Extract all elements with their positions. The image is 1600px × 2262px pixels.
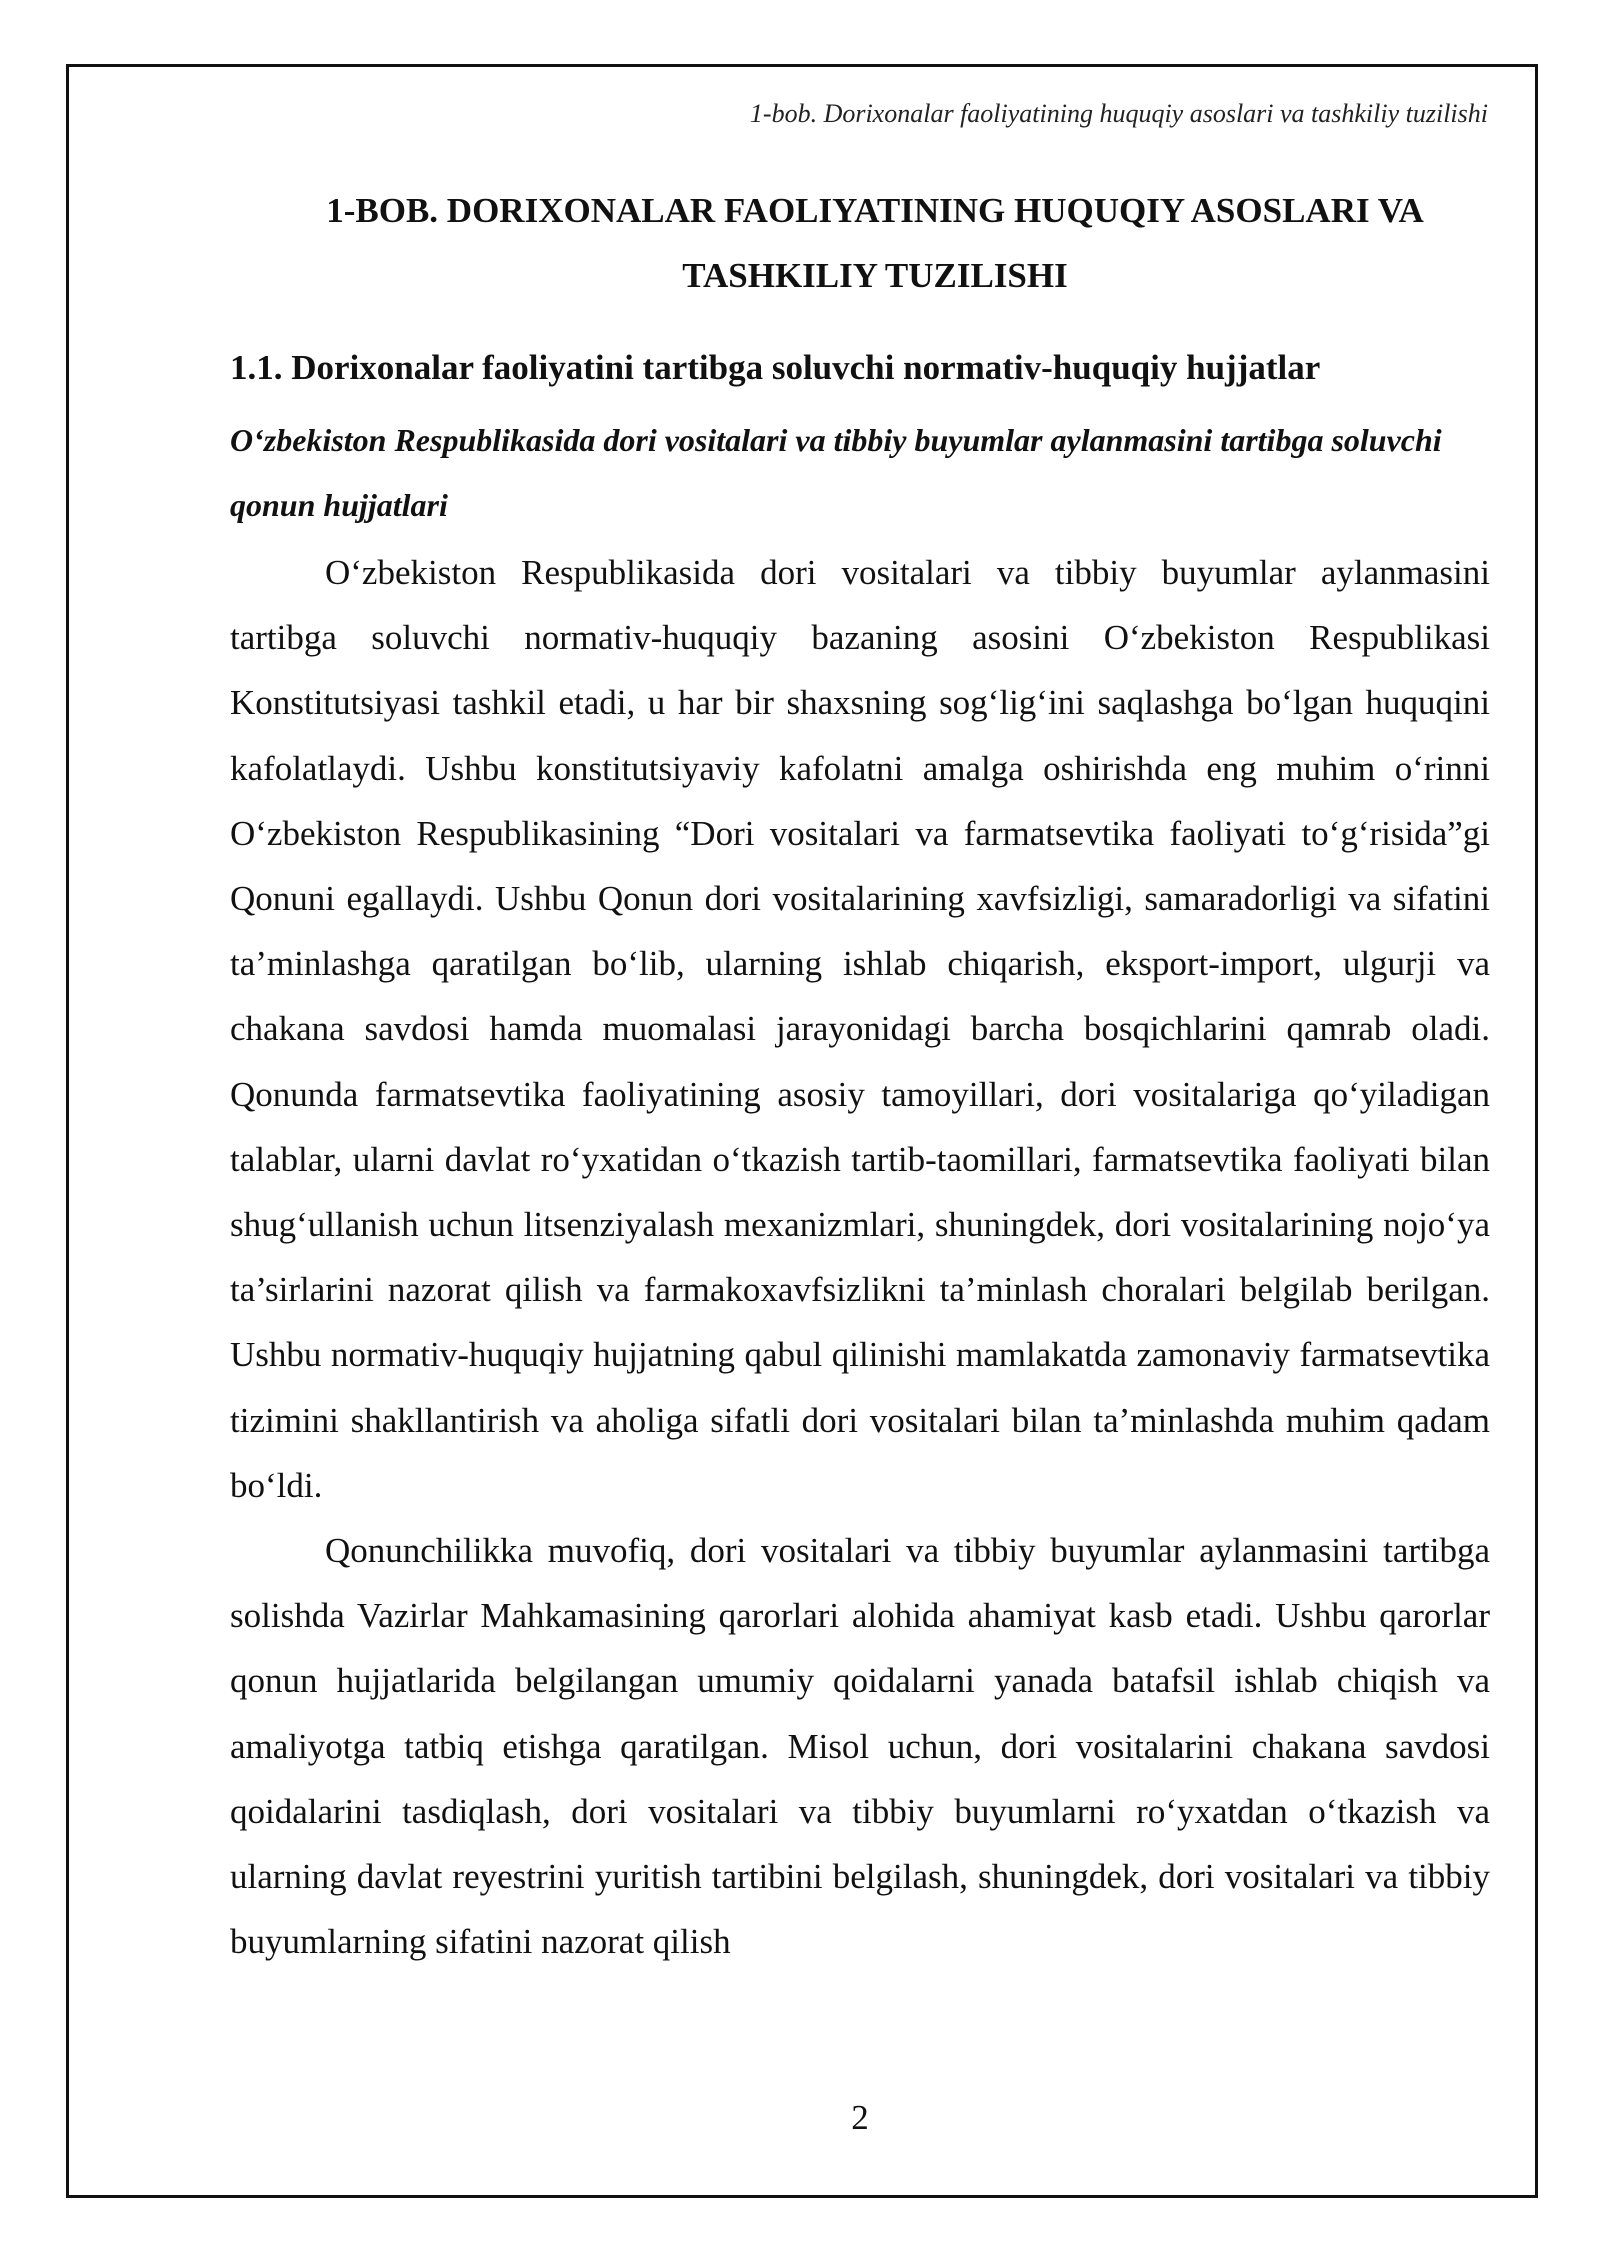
page-content [230, 178, 1490, 1974]
section-title: 1.1. Dorixonalar faoliyatini tartibga soluvchi normativ-huquqiy hujjatlar [230, 348, 1321, 387]
chapter-title: 1-BOB. DORIXONALAR FAOLIYATINING HUQUQIY ASOSLARI VA TASHKILIY TUZILISHI [326, 191, 1424, 295]
body-paragraph: Qonunchilikka muvofiq, dori vositalari va tibbiy buyumlar aylanmasini tartibga solishda Vazirlar Mahkamasining qarorlari alohida ahamiyat kasb etadi. Ushbu qarorlar qonun hujjatlarida belgilangan umumiy qoidalarni yanada batafsil ishlab chiqish va amaliyotga tatbiq etishga qaratilgan. Misol uchun, dori vositalarini chakana savdosi qoidalarini tasdiqlash, dori vositalari va tibbiy buyumlarni ro‘yxatdan o‘tkazish va ularning davlat reyestrini yuritish tartibini belgilash, shuningdek, dori vositalari va tibbiy buyumlarning sifatini nazorat qilish [230, 1531, 1490, 1962]
subsection-title: O‘zbekiston Respublikasida dori vositalari va tibbiy buyumlar aylanmasini tartibga soluvchi qonun hujjatlari [230, 422, 1442, 523]
page-number: 2 [851, 2098, 869, 2137]
body-paragraph: O‘zbekiston Respublikasida dori vositalari va tibbiy buyumlar aylanmasini tartibga soluvchi normativ-huquqiy bazaning asosini O‘zbekiston Respublikasi Konstitutsiyasi tashkil etadi, u har bir shaxsning sog‘lig‘ini saqlashga bo‘lgan huquqini kafolatlaydi. Ushbu konstitutsiyaviy kafolatni amalga oshirishda eng muhim o‘rinni O‘zbekiston Respublikasining “Dori vositalari va farmatsevtika faoliyati to‘g‘risida”gi Qonuni egallaydi. Ushbu Qonun dori vositalarining xavfsizligi, samaradorligi va sifatini ta’minlashga qaratilgan bo‘lib, ularning ishlab chiqarish, eksport-import, ulgurji va chakana savdosi hamda muomalasi jarayonidagi barcha bosqichlarini qamrab oladi. Qonunda farmatsevtika faoliyatining asosiy tamoyillari, dori vositalariga qo‘yiladigan talablar, ularni davlat ro‘yxatidan o‘tkazish tartib-taomillari, farmatsevtika faoliyati bilan shug‘ullanish uchun litsenziyalash mexanizmlari, shuningdek, dori vositalarining nojo‘ya ta’sirlarini nazorat qilish va farmakoxavfsizlikni ta’minlash choralari belgilab berilgan. Ushbu normativ-huquqiy hujjatning qabul qilinishi mamlakatda zamonaviy farmatsevtika tizimini shakllantirish va aholiga sifatli dori vositalari bilan ta’minlashda muhim qadam bo‘ldi. [230, 553, 1490, 1505]
running-header: 1-bob. Dorixonalar faoliyatining huquqiy asoslari va tashkiliy tuzilishi [749, 99, 1488, 128]
